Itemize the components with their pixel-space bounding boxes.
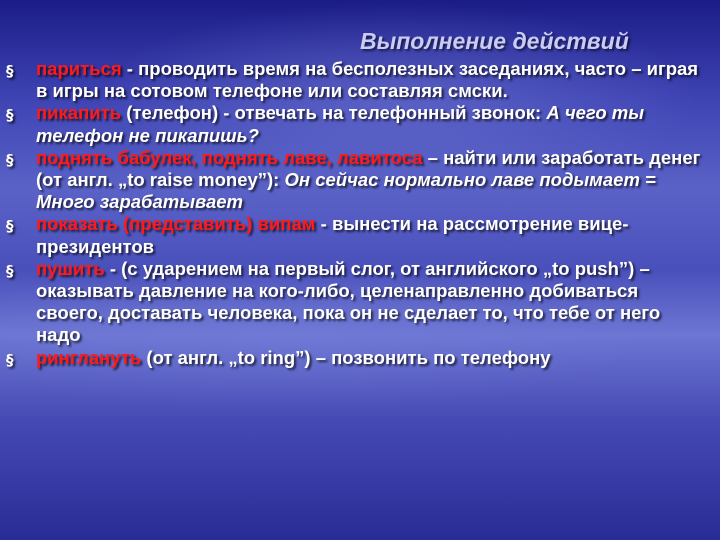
term: пушить <box>36 257 105 279</box>
definition: (от англ. „to ring”) – позвонить по телефону <box>141 346 551 368</box>
square-bullet-icon: § <box>6 62 14 80</box>
example: Он сейчас нормально лаве подымает = Много зарабатывает <box>36 169 656 213</box>
square-bullet-icon: § <box>6 150 14 169</box>
square-bullet-icon: § <box>6 261 14 280</box>
definition: - (с ударением на первый слог, от английского „to push”) – оказывать давление на кого-либо, целенаправленно добиваться своего, доставать человека, пока он не сделает то, что тебе от него надо <box>36 257 661 346</box>
bullet-list <box>6 58 706 369</box>
list-item <box>6 213 706 257</box>
example: А чего ты телефон не пикапишь? <box>36 102 645 146</box>
definition: - вынести на рассмотрение вице-президентов <box>36 213 629 257</box>
term: поднять бабулек, поднять лаве, лавитоса <box>36 146 423 168</box>
square-bullet-icon: § <box>6 217 14 236</box>
term: показать (представить) випам <box>36 213 316 235</box>
list-item <box>6 347 706 369</box>
term: ринглануть <box>36 346 142 368</box>
term: париться <box>36 58 122 79</box>
list-item <box>6 58 706 102</box>
term: пикапить <box>36 102 122 124</box>
slide-title: Выполнение действий <box>360 28 629 54</box>
list-item <box>6 258 706 347</box>
definition: - проводить время на бесполезных заседаниях, часто – играя в игры на сотовом телефоне или составляя смски. <box>36 58 699 102</box>
square-bullet-icon: § <box>6 350 14 369</box>
definition: (телефон) - отвечать на телефонный звонок: <box>121 102 547 124</box>
list-item <box>6 102 706 146</box>
square-bullet-icon: § <box>6 106 14 125</box>
list-item <box>6 147 706 214</box>
definition: – найти или заработать денег (от англ. „to raise money”): <box>36 146 701 191</box>
